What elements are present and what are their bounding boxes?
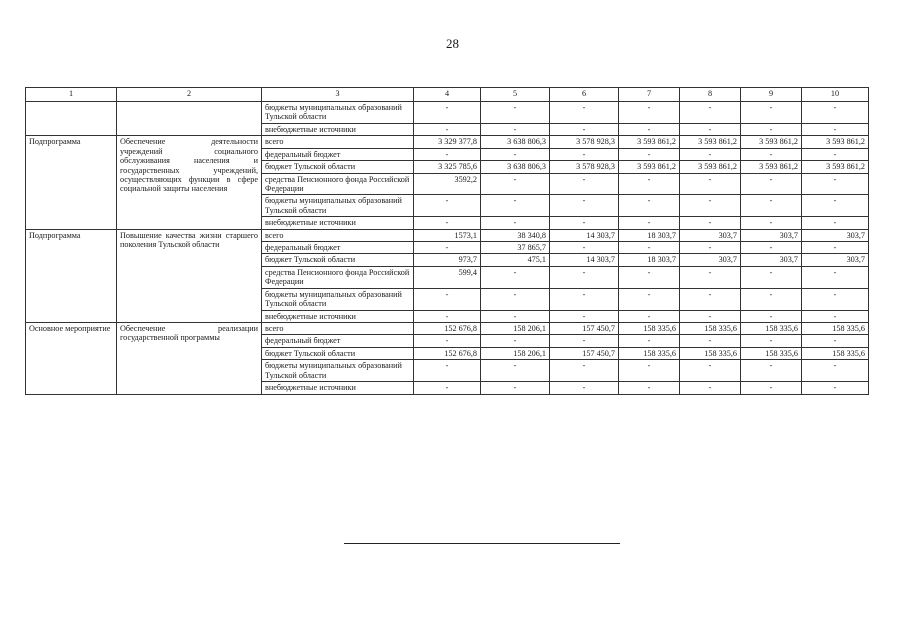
value-cell: -	[414, 195, 481, 217]
value-cell: 3 593 861,2	[741, 161, 802, 173]
value-cell: -	[550, 148, 619, 160]
source-cell: внебюджетные источники	[262, 382, 414, 394]
value-cell: -	[481, 360, 550, 382]
value-cell: 14 303,7	[550, 229, 619, 241]
value-cell: -	[741, 335, 802, 347]
value-cell: 3 593 861,2	[741, 136, 802, 148]
value-cell: 3 593 861,2	[802, 161, 869, 173]
type-cell	[26, 102, 117, 136]
closing-rule	[344, 543, 620, 544]
col-header: 4	[414, 88, 481, 102]
table-body	[26, 102, 869, 395]
value-cell: -	[802, 242, 869, 254]
value-cell: -	[414, 123, 481, 135]
col-header: 10	[802, 88, 869, 102]
value-cell: -	[741, 123, 802, 135]
program-name: Обеспечение деятельности учреждений социального обслуживания населения и государственных учреждений, осуществляющих функции в сфере социальной защиты населения	[117, 136, 262, 229]
value-cell: -	[680, 217, 741, 229]
value-cell: -	[741, 288, 802, 310]
value-cell: 303,7	[802, 229, 869, 241]
value-cell: -	[414, 335, 481, 347]
source-cell: бюджеты муниципальных образований Тульской области	[262, 288, 414, 310]
value-cell: -	[802, 360, 869, 382]
value-cell: 3 593 861,2	[680, 136, 741, 148]
value-cell: 158 335,6	[802, 323, 869, 335]
value-cell: -	[414, 310, 481, 322]
value-cell: -	[414, 148, 481, 160]
value-cell: 18 303,7	[619, 254, 680, 266]
value-cell: -	[481, 123, 550, 135]
value-cell: -	[680, 266, 741, 288]
table-row	[26, 323, 869, 335]
value-cell: -	[802, 217, 869, 229]
value-cell: 158 335,6	[619, 323, 680, 335]
value-cell: 3 593 861,2	[619, 136, 680, 148]
value-cell: -	[550, 335, 619, 347]
value-cell: -	[619, 123, 680, 135]
value-cell: 303,7	[802, 254, 869, 266]
value-cell: 599,4	[414, 266, 481, 288]
col-header: 2	[117, 88, 262, 102]
value-cell: -	[680, 123, 741, 135]
value-cell: -	[680, 382, 741, 394]
value-cell: 158 335,6	[680, 347, 741, 359]
source-cell: бюджеты муниципальных образований Тульской области	[262, 360, 414, 382]
value-cell: -	[619, 102, 680, 124]
value-cell: -	[680, 288, 741, 310]
value-cell: -	[481, 148, 550, 160]
source-cell: федеральный бюджет	[262, 335, 414, 347]
value-cell: 1573,1	[414, 229, 481, 241]
value-cell: -	[550, 102, 619, 124]
value-cell: 3 638 806,3	[481, 136, 550, 148]
col-header: 8	[680, 88, 741, 102]
value-cell: 303,7	[680, 229, 741, 241]
value-cell: -	[481, 288, 550, 310]
value-cell: -	[619, 242, 680, 254]
value-cell: -	[414, 288, 481, 310]
name-cell	[117, 102, 262, 136]
source-cell: бюджет Тульской области	[262, 254, 414, 266]
value-cell: 973,7	[414, 254, 481, 266]
budget-table	[25, 87, 869, 395]
value-cell: -	[680, 360, 741, 382]
source-cell: бюджеты муниципальных образований Тульской области	[262, 195, 414, 217]
value-cell: 14 303,7	[550, 254, 619, 266]
col-header: 1	[26, 88, 117, 102]
source-cell: средства Пенсионного фонда Российской Федерации	[262, 266, 414, 288]
page-number: 28	[446, 36, 459, 51]
value-cell: -	[481, 195, 550, 217]
value-cell: 158 335,6	[741, 347, 802, 359]
value-cell: -	[619, 148, 680, 160]
value-cell: 3 329 377,8	[414, 136, 481, 148]
col-header: 6	[550, 88, 619, 102]
value-cell: -	[802, 148, 869, 160]
value-cell: -	[680, 173, 741, 195]
value-cell: -	[481, 382, 550, 394]
value-cell: 157 450,7	[550, 323, 619, 335]
value-cell: -	[741, 148, 802, 160]
value-cell: -	[550, 310, 619, 322]
value-cell: -	[619, 335, 680, 347]
value-cell: 38 340,8	[481, 229, 550, 241]
value-cell: -	[550, 123, 619, 135]
value-cell: -	[481, 217, 550, 229]
value-cell: 152 676,8	[414, 347, 481, 359]
value-cell: 303,7	[741, 229, 802, 241]
value-cell: -	[619, 195, 680, 217]
value-cell: -	[619, 217, 680, 229]
value-cell: -	[680, 242, 741, 254]
value-cell: -	[741, 382, 802, 394]
value-cell: -	[741, 310, 802, 322]
value-cell: -	[802, 310, 869, 322]
value-cell: 152 676,8	[414, 323, 481, 335]
value-cell: -	[741, 266, 802, 288]
value-cell: 303,7	[680, 254, 741, 266]
value-cell: -	[481, 335, 550, 347]
value-cell: -	[802, 266, 869, 288]
table-row	[26, 102, 869, 124]
source-cell: всего	[262, 323, 414, 335]
source-cell: федеральный бюджет	[262, 148, 414, 160]
value-cell: -	[741, 173, 802, 195]
value-cell: 3 593 861,2	[680, 161, 741, 173]
value-cell: 475,1	[481, 254, 550, 266]
value-cell: -	[550, 195, 619, 217]
value-cell: -	[414, 382, 481, 394]
value-cell: 3 593 861,2	[619, 161, 680, 173]
value-cell: -	[619, 173, 680, 195]
value-cell: -	[481, 102, 550, 124]
value-cell: 3 578 928,3	[550, 136, 619, 148]
col-header: 3	[262, 88, 414, 102]
value-cell: -	[802, 173, 869, 195]
source-cell: внебюджетные источники	[262, 217, 414, 229]
value-cell: -	[741, 102, 802, 124]
value-cell: -	[619, 310, 680, 322]
source-cell: средства Пенсионного фонда Российской Федерации	[262, 173, 414, 195]
value-cell: -	[550, 288, 619, 310]
value-cell: 3 638 806,3	[481, 161, 550, 173]
value-cell: 3 325 785,6	[414, 161, 481, 173]
value-cell: 3592,2	[414, 173, 481, 195]
value-cell: -	[802, 123, 869, 135]
program-type: Подпрограмма	[26, 136, 117, 229]
source-cell: бюджеты муниципальных образований Тульской области	[262, 102, 414, 124]
value-cell: -	[550, 173, 619, 195]
value-cell: -	[802, 288, 869, 310]
value-cell: -	[550, 266, 619, 288]
source-cell: бюджет Тульской области	[262, 347, 414, 359]
value-cell: 158 335,6	[802, 347, 869, 359]
value-cell: -	[680, 335, 741, 347]
value-cell: -	[550, 242, 619, 254]
value-cell: -	[802, 102, 869, 124]
value-cell: 157 450,7	[550, 347, 619, 359]
value-cell: -	[741, 195, 802, 217]
value-cell: -	[414, 102, 481, 124]
value-cell: 3 593 861,2	[802, 136, 869, 148]
value-cell: -	[619, 360, 680, 382]
source-cell: внебюджетные источники	[262, 123, 414, 135]
value-cell: -	[481, 266, 550, 288]
value-cell: -	[680, 195, 741, 217]
table-row	[26, 229, 869, 241]
program-type: Подпрограмма	[26, 229, 117, 322]
value-cell: -	[481, 310, 550, 322]
value-cell: -	[680, 310, 741, 322]
value-cell: -	[741, 242, 802, 254]
value-cell: -	[802, 195, 869, 217]
program-type: Основное мероприятие	[26, 323, 117, 395]
value-cell: -	[619, 288, 680, 310]
value-cell: 158 335,6	[680, 323, 741, 335]
program-name: Повышение качества жизни старшего поколения Тульской области	[117, 229, 262, 322]
value-cell: -	[802, 382, 869, 394]
value-cell: -	[550, 217, 619, 229]
value-cell: -	[414, 242, 481, 254]
value-cell: 158 335,6	[619, 347, 680, 359]
value-cell: -	[619, 266, 680, 288]
header-row	[26, 88, 869, 102]
col-header: 5	[481, 88, 550, 102]
value-cell: 3 578 928,3	[550, 161, 619, 173]
value-cell: -	[550, 382, 619, 394]
value-cell: 158 206,1	[481, 347, 550, 359]
value-cell: -	[619, 382, 680, 394]
program-name: Обеспечение реализации государственной программы	[117, 323, 262, 395]
value-cell: 158 206,1	[481, 323, 550, 335]
table-row	[26, 136, 869, 148]
value-cell: -	[741, 217, 802, 229]
source-cell: всего	[262, 229, 414, 241]
source-cell: федеральный бюджет	[262, 242, 414, 254]
value-cell: 158 335,6	[741, 323, 802, 335]
source-cell: бюджет Тульской области	[262, 161, 414, 173]
col-header: 7	[619, 88, 680, 102]
value-cell: -	[680, 148, 741, 160]
value-cell: -	[680, 102, 741, 124]
value-cell: -	[481, 173, 550, 195]
value-cell: 18 303,7	[619, 229, 680, 241]
value-cell: -	[414, 217, 481, 229]
value-cell: -	[414, 360, 481, 382]
col-header: 9	[741, 88, 802, 102]
value-cell: 303,7	[741, 254, 802, 266]
value-cell: -	[802, 335, 869, 347]
value-cell: -	[550, 360, 619, 382]
value-cell: -	[741, 360, 802, 382]
source-cell: внебюджетные источники	[262, 310, 414, 322]
value-cell: 37 865,7	[481, 242, 550, 254]
source-cell: всего	[262, 136, 414, 148]
